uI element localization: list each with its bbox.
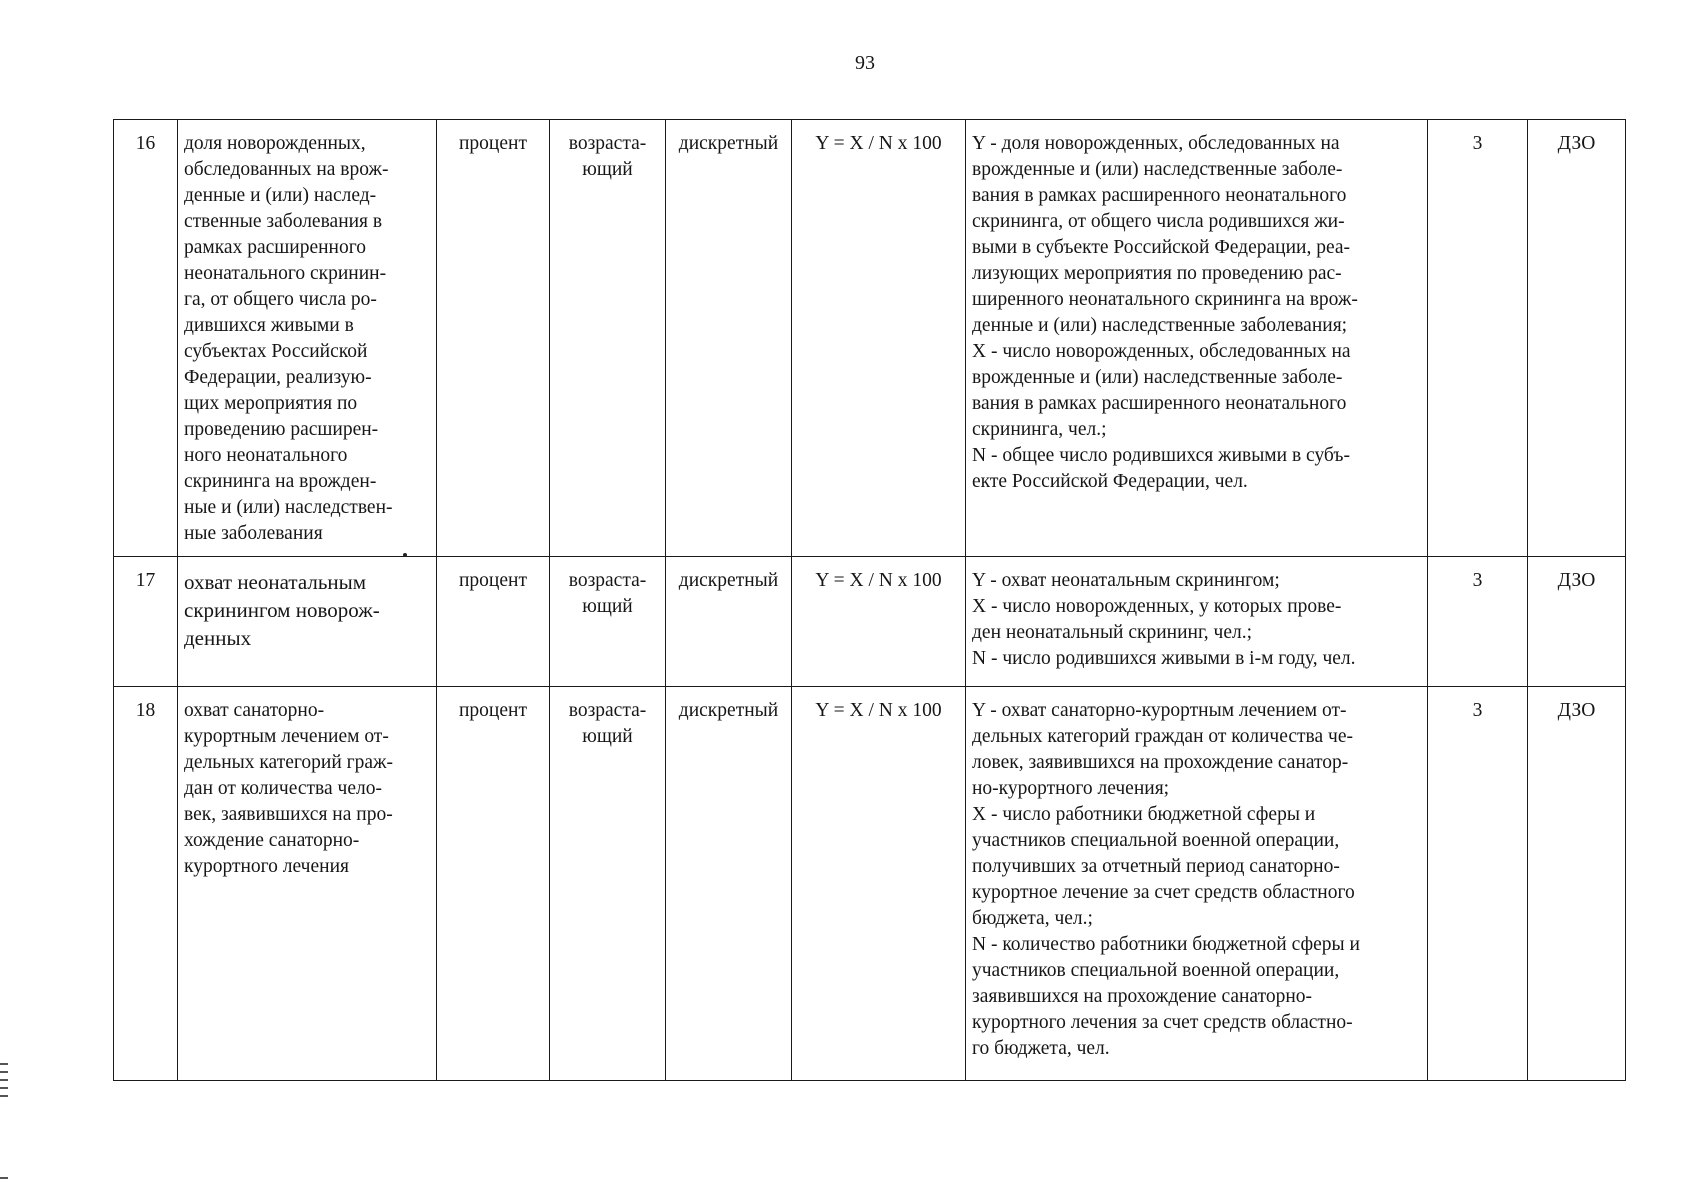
- description-line: врожденные и (или) наследственные заболе-: [972, 159, 1343, 180]
- indicator-name-line: га, от общего числа ро-: [184, 289, 377, 310]
- unit-cell: процент: [437, 557, 550, 687]
- indicator-name-line: доля новорожденных,: [184, 133, 366, 154]
- indicator-name-line: ные заболевания: [184, 523, 323, 544]
- row-number-cell: 16: [114, 120, 178, 557]
- indicator-name-line: Федерации, реализую-: [184, 367, 372, 388]
- indicator-name-line: ные и (или) наследствен-: [184, 497, 393, 518]
- description-line: скрининга, от общего числа родившихся жи-: [972, 211, 1345, 232]
- description-line: курортного лечения за счет средств областно-: [972, 1012, 1353, 1033]
- description-line: екте Российской Федерации, чел.: [972, 471, 1248, 492]
- indicator-name-line: субъектах Российской: [184, 341, 368, 362]
- page-number: 93: [855, 52, 875, 74]
- scan-edge-mark: [0, 1063, 8, 1065]
- responsible-cell: ДЗО: [1528, 557, 1626, 687]
- source-cell: 3: [1428, 687, 1528, 1081]
- description-line: Y - охват неонатальным скринингом;: [972, 570, 1280, 591]
- unit-cell: процент: [437, 687, 550, 1081]
- description-line: ширенного неонатального скрининга на врож-: [972, 289, 1358, 310]
- indicator-name-line: охват неонатальным: [184, 570, 367, 594]
- table-row: [114, 557, 1626, 687]
- indicator-name-line: денные и (или) наслед-: [184, 185, 377, 206]
- description-line: N - число родившихся живыми в i-м году, чел.: [972, 648, 1356, 669]
- formula-cell: Y = X / N x 100: [792, 687, 966, 1081]
- responsible-cell: ДЗО: [1528, 120, 1626, 557]
- formula-cell: Y = X / N x 100: [792, 557, 966, 687]
- description-line: го бюджета, чел.: [972, 1038, 1110, 1059]
- description-line: X - число работники бюджетной сферы и: [972, 804, 1316, 825]
- source-cell: 3: [1428, 557, 1528, 687]
- indicator-name-line: ного неонатального: [184, 445, 348, 466]
- direction-line: возраста-: [568, 133, 647, 154]
- direction-line: возраста-: [568, 700, 647, 721]
- unit-cell: процент: [437, 120, 550, 557]
- description-line: но-курортного лечения;: [972, 778, 1170, 799]
- indicator-name-line: век, заявившихся на про-: [184, 804, 393, 825]
- description-line: лизующих мероприятия по проведению рас-: [972, 263, 1342, 284]
- description-line: вания в рамках расширенного неонатального: [972, 393, 1347, 414]
- description-line: выми в субъекте Российской Федерации, реа-: [972, 237, 1350, 258]
- direction-cell: [550, 557, 666, 687]
- direction-cell: [550, 120, 666, 557]
- description-line: курортное лечение за счет средств областного: [972, 882, 1355, 903]
- indicator-name-line: щих мероприятия по: [184, 393, 358, 414]
- description-line: N - общее число родившихся живыми в субъ-: [972, 445, 1350, 466]
- indicator-name-cell: [178, 557, 437, 687]
- description-line: бюджета, чел.;: [972, 908, 1093, 929]
- description-line: заявившихся на прохождение санаторно-: [972, 986, 1313, 1007]
- scan-edge-mark: [0, 1177, 8, 1179]
- indicator-name-line: курортного лечения: [184, 856, 349, 877]
- description-cell: [966, 687, 1428, 1081]
- responsible-cell: ДЗО: [1528, 687, 1626, 1081]
- indicator-name-line: дан от количества чело-: [184, 778, 382, 799]
- indicator-name-cell: [178, 120, 437, 557]
- indicator-name-line: скринингом новорож-: [184, 598, 380, 622]
- type-cell: дискретный: [666, 120, 792, 557]
- scan-dot: [403, 553, 407, 557]
- direction-line: ющий: [582, 159, 633, 180]
- indicator-name-line: неонатального скринин-: [184, 263, 387, 284]
- indicator-name-line: рамках расширенного: [184, 237, 367, 258]
- description-line: Y - охват санаторно-курортным лечением от-: [972, 700, 1347, 721]
- indicator-name-line: хождение санаторно-: [184, 830, 360, 851]
- direction-line: ющий: [582, 726, 633, 747]
- description-line: вания в рамках расширенного неонатального: [972, 185, 1347, 206]
- type-cell: дискретный: [666, 557, 792, 687]
- description-cell: [966, 557, 1428, 687]
- row-number-cell: 17: [114, 557, 178, 687]
- table-row: [114, 120, 1626, 557]
- description-line: N - количество работники бюджетной сферы и: [972, 934, 1360, 955]
- description-cell: [966, 120, 1428, 557]
- description-line: скрининга, чел.;: [972, 419, 1107, 440]
- indicator-name-line: дельных категорий граж-: [184, 752, 393, 773]
- direction-line: ющий: [582, 596, 633, 617]
- indicator-name-line: курортным лечением от-: [184, 726, 389, 747]
- indicator-name-line: проведению расширен-: [184, 419, 379, 440]
- description-line: ловек, заявившихся на прохождение санатор-: [972, 752, 1349, 773]
- indicator-table: [113, 119, 1626, 1081]
- scan-edge-mark: [0, 1095, 8, 1097]
- direction-line: возраста-: [568, 570, 647, 591]
- direction-cell: [550, 687, 666, 1081]
- indicator-name-cell: [178, 687, 437, 1081]
- indicator-name-line: охват санаторно-: [184, 700, 325, 721]
- description-line: участников специальной военной операции,: [972, 830, 1340, 851]
- description-line: врожденные и (или) наследственные заболе-: [972, 367, 1343, 388]
- indicator-name-line: обследованных на врож-: [184, 159, 389, 180]
- scan-edge-mark: [0, 1079, 8, 1081]
- indicator-name-line: денных: [184, 626, 252, 650]
- description-line: дельных категорий граждан от количества че-: [972, 726, 1353, 747]
- description-line: денные и (или) наследственные заболевания;: [972, 315, 1348, 336]
- table-row: [114, 687, 1626, 1081]
- description-line: X - число новорожденных, у которых прове-: [972, 596, 1342, 617]
- description-line: участников специальной военной операции,: [972, 960, 1340, 981]
- indicator-name-line: скрининга на врожден-: [184, 471, 377, 492]
- type-cell: дискретный: [666, 687, 792, 1081]
- formula-cell: Y = X / N x 100: [792, 120, 966, 557]
- description-line: получивших за отчетный период санаторно-: [972, 856, 1340, 877]
- description-line: Y - доля новорожденных, обследованных на: [972, 133, 1340, 154]
- description-line: ден неонатальный скрининг, чел.;: [972, 622, 1253, 643]
- scan-edge-mark: [0, 1087, 8, 1089]
- description-line: X - число новорожденных, обследованных на: [972, 341, 1351, 362]
- source-cell: 3: [1428, 120, 1528, 557]
- scan-edge-mark: [0, 1071, 8, 1073]
- row-number-cell: 18: [114, 687, 178, 1081]
- indicator-name-line: ственные заболевания в: [184, 211, 383, 232]
- indicator-name-line: дившихся живыми в: [184, 315, 354, 336]
